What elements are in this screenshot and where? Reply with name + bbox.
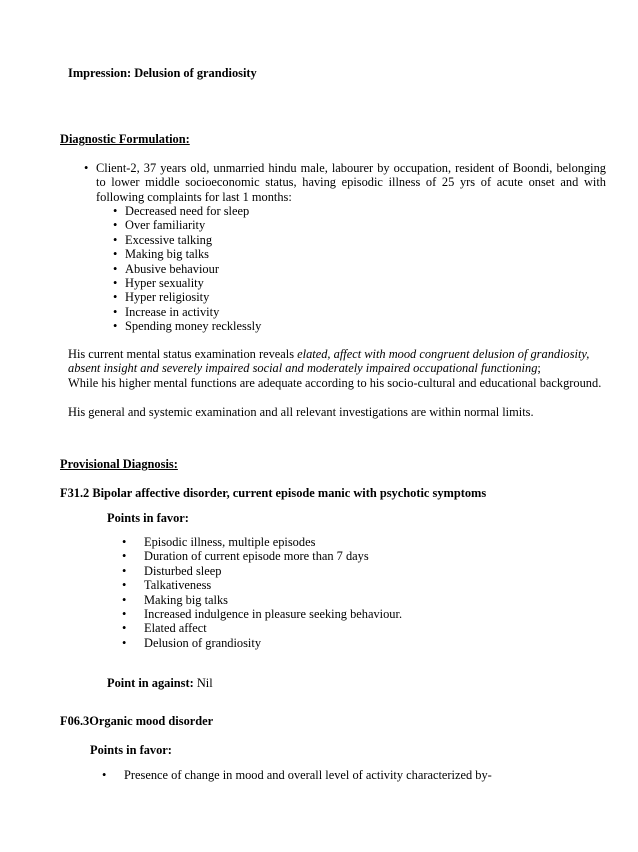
complaints-list — [125, 204, 425, 334]
dx1-against-value: Nil — [193, 676, 213, 690]
list-item: • Spending money recklessly — [125, 319, 425, 333]
dx1-favor-list — [144, 535, 564, 650]
list-item: • Decreased need for sleep — [125, 204, 425, 218]
list-item: • Delusion of grandiosity — [144, 636, 564, 650]
client-description — [96, 161, 606, 204]
mse-paragraph — [68, 347, 613, 376]
systemic-exam-paragraph: His general and systemic examination and all relevant investigations are within normal limits. — [68, 405, 534, 419]
dx2-title: F06.3Organic mood disorder — [60, 714, 214, 728]
dx1-against — [107, 676, 213, 690]
list-item: • Duration of current episode more than 7 days — [144, 549, 564, 563]
dx1-favor-label: Points in favor: — [107, 511, 189, 525]
list-item: • Over familiarity — [125, 218, 425, 232]
impression-heading: Impression: Delusion of grandiosity — [68, 66, 257, 80]
dx2-favor-label: Points in favor: — [90, 743, 172, 757]
dx1-title: F31.2 Bipolar affective disorder, current episode manic with psychotic symptoms — [60, 486, 487, 500]
list-item: • Episodic illness, multiple episodes — [144, 535, 564, 549]
list-item: • Hyper sexuality — [125, 276, 425, 290]
list-item: • Hyper religiosity — [125, 290, 425, 304]
list-item: • Abusive behaviour — [125, 262, 425, 276]
dx2-favor-list — [124, 768, 584, 782]
mse-end: ; — [537, 361, 541, 376]
dx1-against-label: Point in against: — [107, 676, 194, 690]
list-item: • Talkativeness — [144, 578, 564, 592]
list-item: • Increase in activity — [125, 305, 425, 319]
list-item: • Excessive talking — [125, 233, 425, 247]
client-description-text: Client-2, 37 years old, unmarried hindu male, labourer by occupation, resident of Boondi, belonging to lower middle socioeconomic status, having episodic illness of 25 yrs of acute onset and with following complaints for last 1 months: — [96, 161, 606, 204]
mse-findings: elated, affect with mood congruent delusion of grandiosity, absent insight and severely impaired social and moderately impaired occupational functioning — [68, 347, 590, 376]
list-item: • Increased indulgence in pleasure seeking behaviour. — [144, 607, 564, 621]
list-item: • Making big talks — [125, 247, 425, 261]
list-item: • Disturbed sleep — [144, 564, 564, 578]
list-item: • Elated affect — [144, 621, 564, 635]
diagnostic-formulation-heading: Diagnostic Formulation: — [60, 132, 190, 146]
list-item: • Presence of change in mood and overall level of activity characterized by- — [124, 768, 584, 782]
list-item: • Making big talks — [144, 593, 564, 607]
mse-intro: His current mental status examination reveals — [68, 347, 298, 361]
higher-functions-paragraph: While his higher mental functions are adequate according to his socio-cultural and educational background. — [68, 376, 602, 390]
provisional-diagnosis-heading: Provisional Diagnosis: — [60, 457, 178, 471]
